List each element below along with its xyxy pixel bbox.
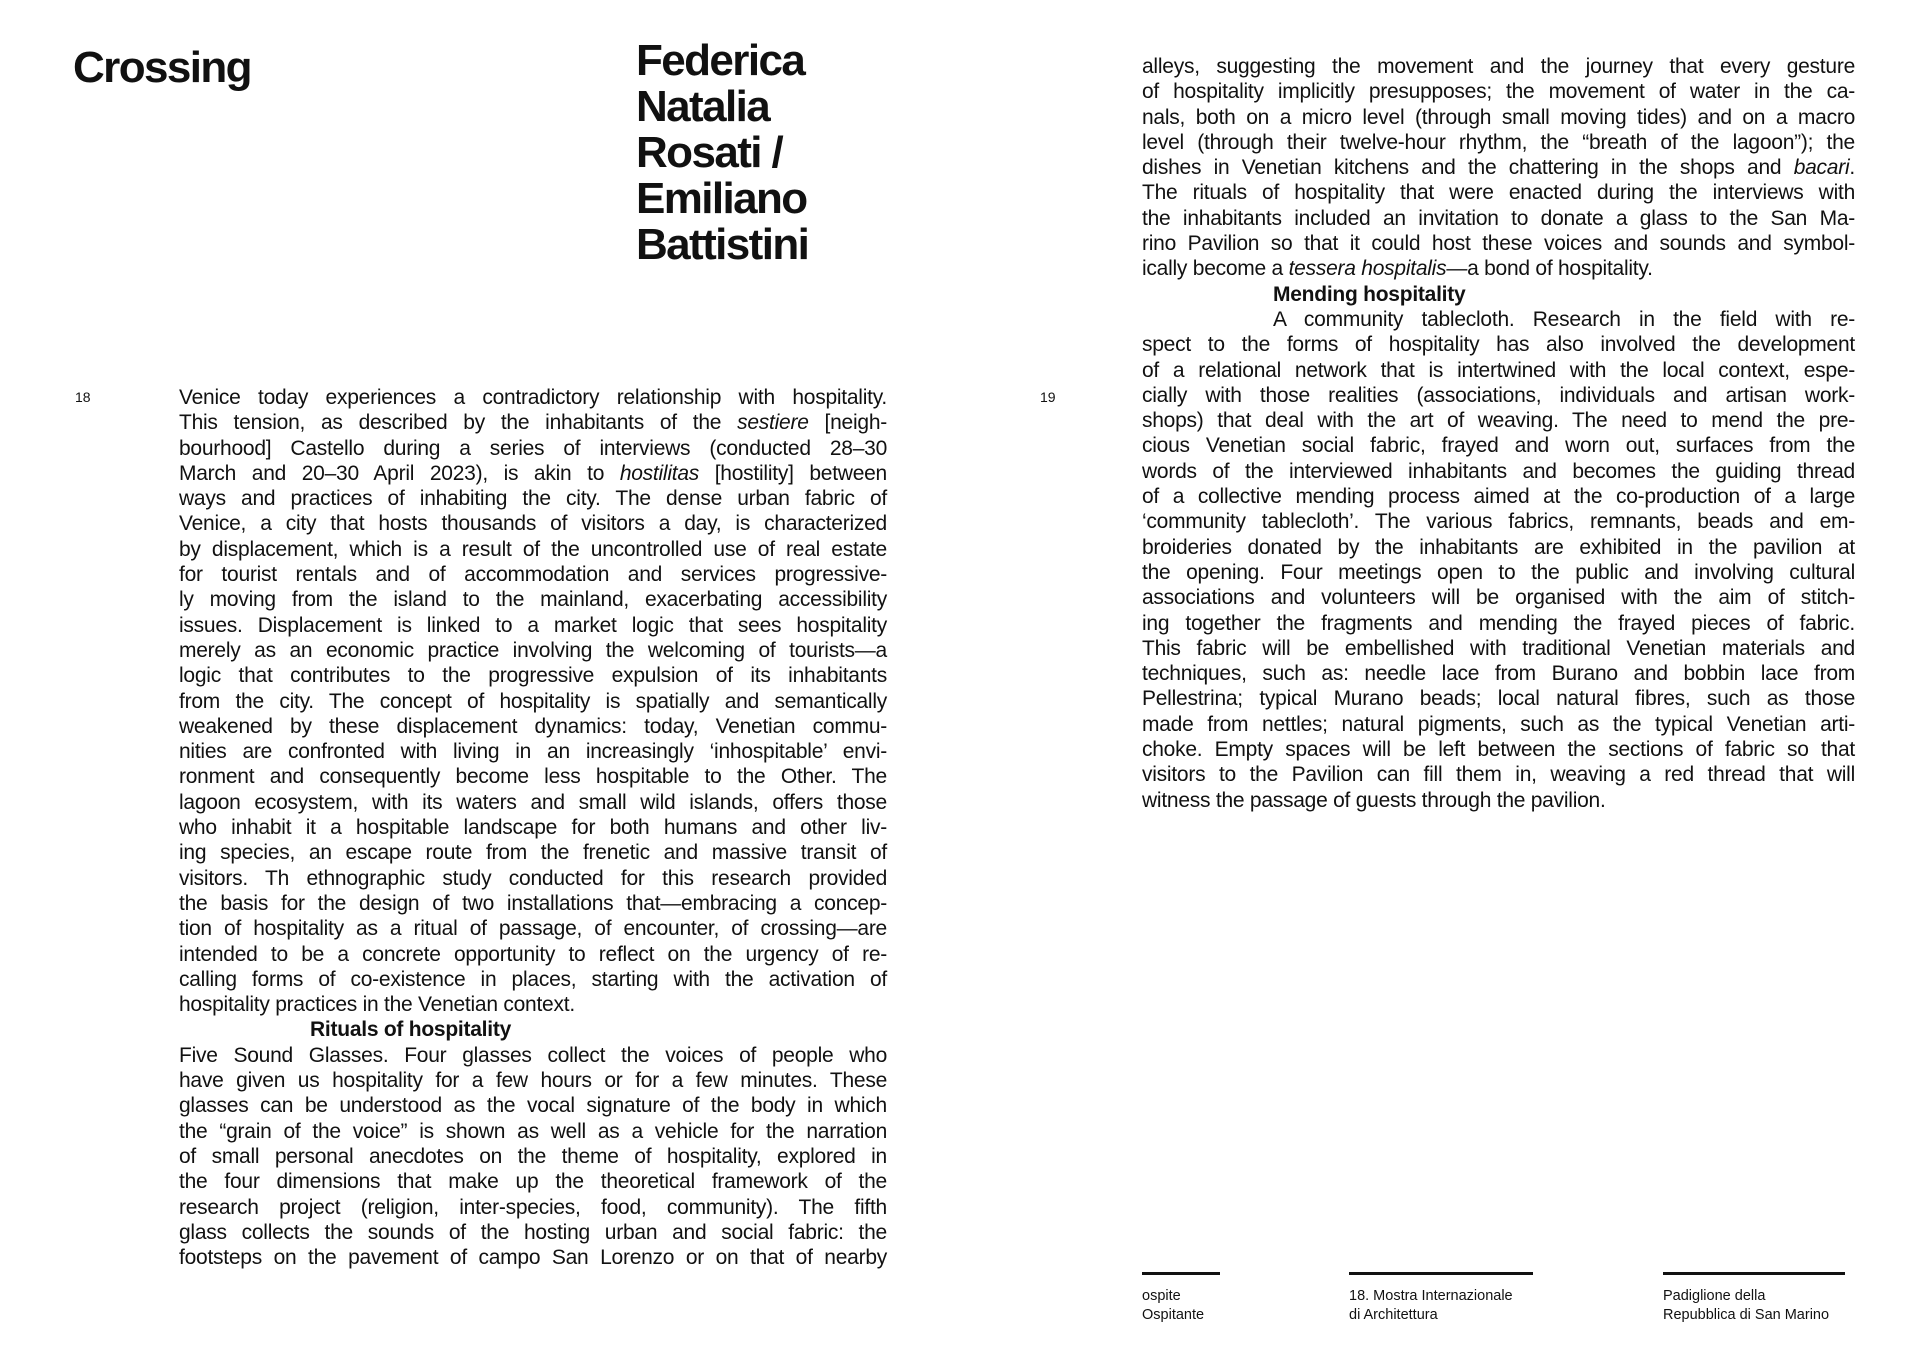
text-line: bourhood] Castello during a series of interviews (conducted 28–30 xyxy=(179,436,887,460)
text-line: calling forms of co-existence in places, starting with the activation of xyxy=(179,967,887,991)
text-line: ronment and consequently become less hospitable to the Other. The xyxy=(179,765,887,789)
text-line: of a collective mending process aimed at the co-production of a large xyxy=(1142,485,1855,509)
text-line: The rituals of hospitality that were enacted during the interviews with xyxy=(1142,181,1855,205)
text-line: intended to be a concrete opportunity to reflect on the urgency of re- xyxy=(179,942,887,966)
page-number: 19 xyxy=(1040,389,1056,405)
continuation-paragraph xyxy=(1142,54,1855,282)
italic-term: tessera hospitalis xyxy=(1288,257,1447,281)
text-line: ly moving from the island to the mainland, exacerbating accessibility xyxy=(179,588,887,612)
text-line: level (through their twelve-hour rhythm, the “breath of the lagoon”); the xyxy=(1142,130,1855,154)
text-line: issues. Displacement is linked to a market logic that sees hospitality xyxy=(179,613,887,637)
text-line: hospitality practices in the Venetian context. xyxy=(179,993,575,1017)
footer-rule xyxy=(1349,1272,1533,1275)
article-authors xyxy=(636,38,808,268)
author-line: Emiliano xyxy=(636,174,807,223)
footer-rule xyxy=(1142,1272,1220,1275)
text-line: A community tablecloth. Research in the field with re- xyxy=(1273,307,1855,331)
text-line: techniques, such as: needle lace from Burano and bobbin lace from xyxy=(1142,662,1855,686)
author-line: Natalia xyxy=(636,82,770,131)
text-line: cious Venetian social fabric, frayed and worn out, surfaces from the xyxy=(1142,434,1855,458)
text-line: nities are confronted with living in an increasingly ‘inhospitable’ envi- xyxy=(179,740,887,764)
text-line: of hospitality implicitly presupposes; the movement of water in the ca- xyxy=(1142,80,1855,104)
text-line: witness the passage of guests through the pavilion. xyxy=(1142,788,1606,812)
text-line: choke. Empty spaces will be left between the sections of fabric so that xyxy=(1142,738,1855,762)
right-page xyxy=(960,0,1920,1360)
text-line: ing species, an escape route from the frenetic and massive transit of xyxy=(179,841,887,865)
text-line: research project (religion, inter-species, food, community). The fifth xyxy=(179,1195,887,1219)
text-line: nals, both on a micro level (through small moving tides) and on a macro xyxy=(1142,105,1855,129)
text-line: rino Pavilion so that it could host these voices and sounds and symbol- xyxy=(1142,232,1855,256)
text-line: ‘community tablecloth’. The various fabrics, remnants, beads and em- xyxy=(1142,510,1855,534)
text-line: Venice, a city that hosts thousands of visitors a day, is characterized xyxy=(179,512,887,536)
text-line: dishes in Venetian kitchens and the chattering in the shops and bacari. xyxy=(1142,156,1855,180)
text-line: merely as an economic practice involving the welcoming of tourists—a xyxy=(179,638,887,662)
text-line: alleys, suggesting the movement and the journey that every gesture xyxy=(1142,55,1855,78)
text-line: tion of hospitality as a ritual of passage, of encounter, of crossing—are xyxy=(179,917,887,941)
section-heading-mending: Mending hospitality xyxy=(1273,282,1466,306)
footer-text: Padiglione della xyxy=(1663,1288,1766,1304)
text-line: the basis for the design of two installations that—embracing a concep- xyxy=(179,891,887,915)
mending-paragraph xyxy=(1142,307,1855,813)
author-line: Battistini xyxy=(636,220,809,269)
text-line: of small personal anecdotes on the theme of hospitality, explored in xyxy=(179,1144,887,1168)
text-line: ically become a tessera hospitalis—a bond of hospitality. xyxy=(1142,257,1653,281)
page-number: 18 xyxy=(75,389,91,405)
text-line: words of the interviewed inhabitants and becomes the guiding thread xyxy=(1142,459,1855,483)
text-line: of a relational network that is intertwined with the local context, espe- xyxy=(1142,358,1855,382)
footer-text: 18. Mostra Internazionale xyxy=(1349,1288,1513,1304)
text-line: broideries donated by the inhabitants are exhibited in the pavilion at xyxy=(1142,535,1855,559)
text-line: shops) that deal with the art of weaving. The need to mend the pre- xyxy=(1142,409,1855,433)
text-line: cially with those realities (associations, individuals and artisan work- xyxy=(1142,383,1855,407)
body-column-left xyxy=(179,385,887,1270)
text-line: footsteps on the pavement of campo San Lorenzo or on that of nearby xyxy=(179,1246,887,1270)
text-line: weakened by these displacement dynamics: today, Venetian commu- xyxy=(179,714,887,738)
footer-text: Repubblica di San Marino xyxy=(1663,1307,1830,1323)
text-line: Pellestrina; typical Murano beads; local natural fibres, such as those xyxy=(1142,687,1855,711)
text-line: the four dimensions that make up the theoretical framework of the xyxy=(179,1170,887,1194)
text-line: Venice today experiences a contradictory relationship with hospitality. xyxy=(179,386,887,409)
text-line: visitors to the Pavilion can fill them in, weaving a red thread that will xyxy=(1142,763,1855,787)
footer-block-mostra xyxy=(1349,1272,1533,1325)
text-line: for tourist rentals and of accommodation and services progressive- xyxy=(179,563,887,587)
text-line: ing together the fragments and mending the frayed pieces of fabric. xyxy=(1142,611,1855,635)
author-line: Federica xyxy=(636,36,805,85)
text-line: the “grain of the voice” is shown as well as a vehicle for the narration xyxy=(179,1119,887,1143)
text-line: glasses can be understood as the vocal signature of the body in which xyxy=(179,1094,887,1118)
text-line: made from nettles; natural pigments, such as the typical Venetian arti- xyxy=(1142,712,1855,736)
footer-block-padiglione xyxy=(1663,1272,1845,1325)
text-line: spect to the forms of hospitality has also involved the development xyxy=(1142,333,1855,357)
text-line: lagoon ecosystem, with its waters and small wild islands, offers those xyxy=(179,790,887,814)
article-title: Crossing xyxy=(73,43,251,92)
body-column-right xyxy=(1142,54,1855,813)
text-line: This tension, as described by the inhabitants of the sestiere [neigh- xyxy=(179,411,888,435)
footer-rule xyxy=(1663,1272,1845,1275)
author-line: Rosati / xyxy=(636,128,783,177)
text-line: ways and practices of inhabiting the city. The dense urban fabric of xyxy=(179,487,887,511)
text-line: glass collects the sounds of the hosting urban and social fabric: the xyxy=(179,1220,887,1244)
text-line: who inhabit it a hospitable landscape for both humans and other liv- xyxy=(179,816,887,840)
footer-block-ospite xyxy=(1142,1272,1220,1325)
footer-text: ospite xyxy=(1142,1288,1181,1304)
text-line: by displacement, which is a result of the uncontrolled use of real estate xyxy=(179,537,887,561)
text-line: logic that contributes to the progressive expulsion of its inhabitants xyxy=(179,664,887,688)
rituals-paragraph xyxy=(179,1043,887,1271)
text-line: Five Sound Glasses. Four glasses collect the voices of people who xyxy=(179,1043,887,1067)
text-line: This fabric will be embellished with traditional Venetian materials and xyxy=(1142,636,1855,660)
text-line: associations and volunteers will be organised with the aim of stitch- xyxy=(1142,586,1855,610)
italic-term: sestiere xyxy=(737,411,809,435)
intro-paragraph xyxy=(179,385,887,1017)
text-line: have given us hospitality for a few hours or for a few minutes. These xyxy=(179,1069,887,1093)
footer-text: di Architettura xyxy=(1349,1307,1438,1323)
section-heading-rituals: Rituals of hospitality xyxy=(310,1018,512,1042)
text-line: the opening. Four meetings open to the public and involving cultural xyxy=(1142,560,1855,584)
text-line: the inhabitants included an invitation to donate a glass to the San Ma- xyxy=(1142,206,1855,230)
text-line: March and 20–30 April 2023), is akin to hostilitas [hostility] between xyxy=(179,461,887,485)
italic-term: bacari xyxy=(1793,156,1850,180)
text-line: visitors. Th ethnographic study conducted for this research provided xyxy=(179,866,887,890)
italic-term: hostilitas xyxy=(619,461,700,485)
text-line: from the city. The concept of hospitality is spatially and semantically xyxy=(179,689,887,713)
footer-text: Ospitante xyxy=(1142,1307,1205,1323)
